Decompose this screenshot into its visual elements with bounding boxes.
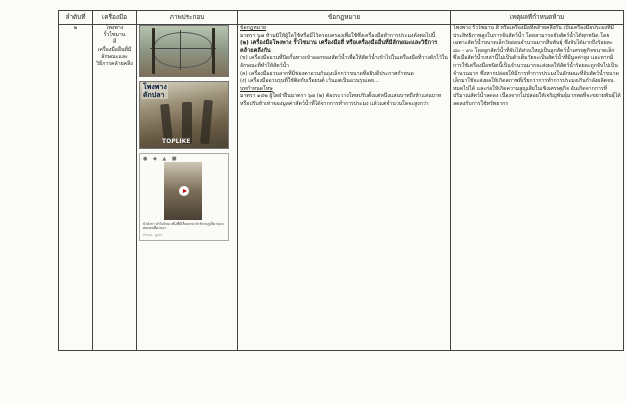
photo-label-line: ดักปลา	[143, 90, 165, 99]
row-number: ๒	[59, 25, 93, 351]
pole	[212, 28, 215, 74]
penalty-text: มาตรา ๑๔๒ ผู้ใดฝ่าฝืนมาตรา ๖๗ (๒) ต้องระวางโทษปรับตั้งแต่หนึ่งแสนบาทถึงห้าแสนบาท หรือปรับห้าเท่าของมูลค่าสัตว์น้ำที่ได้จากการทำการประมง แล้วแต่จำนวนใดจะสูงกว่า	[240, 93, 442, 107]
tool-line: ลักษณะและ	[101, 53, 128, 60]
tool-line: รั้วไซมาน	[103, 32, 126, 39]
post-icons: ● ◆ ▲ ■	[143, 156, 179, 162]
law-cell	[238, 25, 451, 351]
video-thumbnail[interactable]	[164, 162, 202, 220]
photo-label	[142, 84, 168, 99]
photo-net-trap	[139, 25, 229, 77]
header-tool: เครื่องมือ	[93, 11, 137, 25]
play-icon[interactable]	[179, 186, 189, 196]
law-item-bold: (๒) เครื่องมือโพงพาง รั้วไซมาน เครื่องมือสี่ หรือเครื่องมืออื่นที่มีลักษณะและวิธีการคล้ายคลึงกัน	[240, 40, 438, 54]
video-post[interactable]	[139, 153, 229, 241]
tool-line: วิธีการคล้ายคลึง	[96, 61, 133, 68]
tool-line: สี่	[112, 39, 117, 46]
rules-table	[58, 10, 624, 351]
law-heading: ข้อกฎหมาย	[240, 25, 267, 31]
net-line	[150, 48, 216, 49]
header-illustration: ภาพประกอบ	[137, 11, 238, 25]
pole	[152, 28, 155, 74]
header-law: ข้อกฎหมาย	[238, 11, 451, 25]
tool-line: เครื่องมืออื่นที่มี	[97, 46, 132, 53]
law-item: (ข) เครื่องมืออวนที่ปิดกั้นทางเข้าออกของสัตว์น้ำเพื่อให้สัตว์น้ำเข้าไปในเครื่องมือที่วางดักไว้ในลักษณะที่ทำให้สัตว์น้ำ	[240, 55, 448, 69]
post-caption: บัวลังกา ลำไยไหม หนึ่งที่มีเรื่องหาย ทัวร์หาดภูเก็ต ทะเลฝนหลบที่ผ่านมา	[143, 222, 224, 231]
reason-text: โพงพาง รั้วไซมาน สี่ หรือเครื่องมือที่คล้ายคลึงกัน เป็นเครื่องมือประมงที่มีประสิทธิภาพสูงในการจับสัตว์น้ำ โดยสามารถจับสัตว์น้ำได้ทุกชนิด โดยเฉพาะสัตว์น้ำขนาดเล็กวัยอ่อนจำนวนมากสืบพันธุ์ ซึ่งจับได้มากถึงร้อยละ ๘๐ – ๙๐ โดยลูกสัตว์น้ำที่จับได้ส่วนใหญ่เป็นลูกสัตว์น้ำเศรษฐกิจขนาดเล็ก ซึ่งเมื่อสัตว์น้ำเหล่านี้ไม่เป็นตัวเต็มวัยจะเป็นสัตว์น้ำที่มีมูลค่าสูง และหากมีการใช้เครื่องมือชนิดนี้เป็นจำนวนมากจะส่งผลให้สัตว์น้ำร้อยละถูกจับไปเป็นจำนวนมาก ซึ่งหากปล่อยให้มีการทำการประมงในลักษณะที่จับสัตว์น้ำขนาดเล็กมาใช้จะส่งผลให้เกิดสภาพที่เรียกว่าการทำการประมงเกินกำลังผลิตจนหมดไปได้ และก่อให้เกิดความสูญเสียในเชิงเศรษฐกิจ อันเกิดจากการที่ปริมาณสัตว์น้ำลดลง เนื่องจากไม่ปล่อยให้เจริญพันธุ์มากพอที่จะขยายพันธุ์ได้ลดลงกับการใช้ทรัพยากร	[453, 25, 621, 107]
net-line	[180, 30, 181, 70]
net-shape	[154, 32, 212, 68]
trap-net	[160, 104, 173, 143]
post-meta: สำนวน · ดูแล้ว	[143, 233, 163, 237]
reason-cell	[451, 25, 624, 351]
photo-label-line: โพงพาง	[143, 83, 167, 91]
law-paragraph: มาตรา ๖๗ ห้ามมิให้ผู้ใดใช้หรือมีไว้ครอบครองเพื่อใช้ซึ่งเครื่องมือทำการประมงดังต่อไปนี้	[240, 32, 436, 39]
photo-pongpang-trap	[139, 81, 229, 149]
table-row	[59, 25, 624, 351]
header-number: ลำดับที่	[59, 11, 93, 25]
law-item: (ค) เครื่องมืออวนลากที่มีช่องตาอวนก้นถุงเล็กกว่าขนาดที่อธิบดีประกาศกำหนด	[240, 70, 414, 77]
tool-line: โพงพาง	[105, 25, 124, 31]
penalty-heading: บทกำหนดโทษ	[240, 85, 273, 92]
tool-cell	[93, 25, 137, 351]
table-header-row	[59, 11, 624, 25]
law-item: (ง) เครื่องมืออวนรุนที่ใช้ติดกับเรือยนต์ เว้นแต่เป็นอวนรุนเคย...	[240, 78, 379, 85]
trap-net	[200, 100, 213, 145]
photo-caption: TOPLIKE	[162, 138, 191, 146]
illustration-cell	[137, 25, 238, 351]
header-reason: เหตุผลที่กำหนดห้าม	[451, 11, 624, 25]
